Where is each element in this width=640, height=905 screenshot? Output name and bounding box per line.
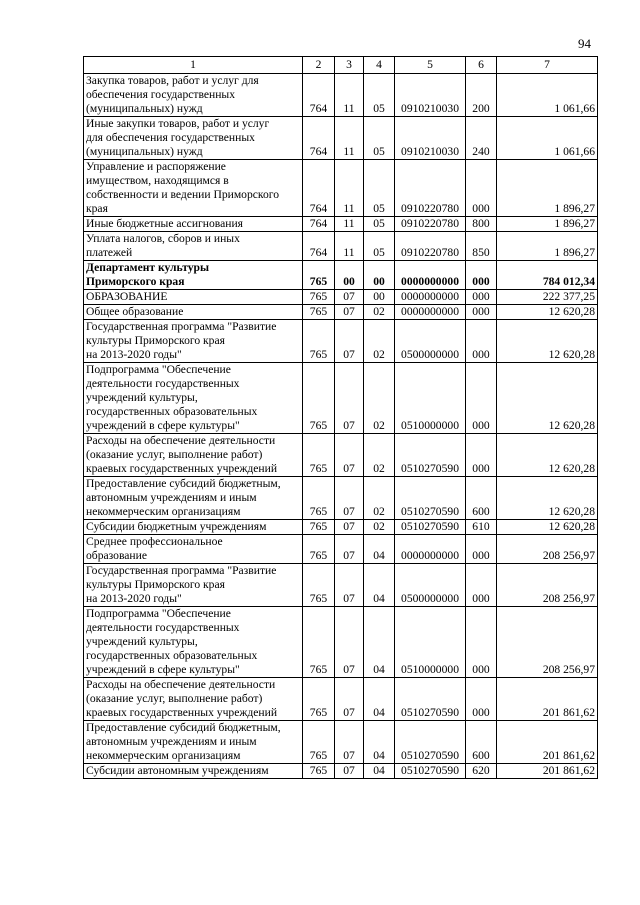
ministry-code-cell: 764 [303, 160, 335, 217]
subsection-code-cell: 02 [364, 320, 395, 363]
subsection-code-cell: 05 [364, 117, 395, 160]
amount-cell: 12 620,28 [497, 434, 598, 477]
section-code-cell: 07 [335, 434, 364, 477]
expense-type-cell: 000 [466, 564, 497, 607]
expense-type-cell: 000 [466, 305, 497, 320]
row-name-cell: ОБРАЗОВАНИЕ [84, 290, 303, 305]
expense-type-cell: 000 [466, 261, 497, 290]
table-row [84, 721, 598, 764]
table-row [84, 74, 598, 117]
amount-cell: 12 620,28 [497, 477, 598, 520]
target-article-cell: 0510270590 [395, 721, 466, 764]
section-code-cell: 07 [335, 305, 364, 320]
row-name-cell: Общее образование [84, 305, 303, 320]
section-code-cell: 07 [335, 607, 364, 678]
ministry-code-cell: 765 [303, 363, 335, 434]
subsection-code-cell: 00 [364, 261, 395, 290]
target-article-cell: 0000000000 [395, 290, 466, 305]
ministry-code-cell: 764 [303, 232, 335, 261]
amount-cell: 1 896,27 [497, 160, 598, 217]
subsection-code-cell: 05 [364, 232, 395, 261]
amount-cell: 208 256,97 [497, 564, 598, 607]
row-name-cell: Иные бюджетные ассигнования [84, 217, 303, 232]
row-name-cell: Подпрограмма "Обеспечение деятельности государственных учреждений культуры, государственных образовательных учреждений в сфере культуры" [84, 607, 303, 678]
column-header: 6 [466, 57, 497, 74]
table-row [84, 678, 598, 721]
column-header: 4 [364, 57, 395, 74]
expense-type-cell: 200 [466, 74, 497, 117]
amount-cell: 12 620,28 [497, 320, 598, 363]
table-row [84, 434, 598, 477]
ministry-code-cell: 764 [303, 217, 335, 232]
expense-type-cell: 800 [466, 217, 497, 232]
subsection-code-cell: 02 [364, 434, 395, 477]
ministry-code-cell: 765 [303, 520, 335, 535]
amount-cell: 222 377,25 [497, 290, 598, 305]
subsection-code-cell: 05 [364, 217, 395, 232]
column-header: 3 [335, 57, 364, 74]
expense-type-cell: 000 [466, 607, 497, 678]
amount-cell: 201 861,62 [497, 721, 598, 764]
target-article-cell: 0910220780 [395, 232, 466, 261]
subsection-code-cell: 02 [364, 305, 395, 320]
target-article-cell: 0510000000 [395, 607, 466, 678]
ministry-code-cell: 764 [303, 74, 335, 117]
amount-cell: 12 620,28 [497, 305, 598, 320]
row-name-cell: Предоставление субсидий бюджетным, автономным учреждениям и иным некоммерческим организациям [84, 721, 303, 764]
table-row [84, 232, 598, 261]
subsection-code-cell: 04 [364, 564, 395, 607]
target-article-cell: 0910220780 [395, 217, 466, 232]
section-code-cell: 07 [335, 290, 364, 305]
target-article-cell: 0000000000 [395, 305, 466, 320]
amount-cell: 1 061,66 [497, 117, 598, 160]
amount-cell: 201 861,62 [497, 678, 598, 721]
row-name-cell: Предоставление субсидий бюджетным, автономным учреждениям и иным некоммерческим организациям [84, 477, 303, 520]
row-name-cell: Расходы на обеспечение деятельности (оказание услуг, выполнение работ) краевых государственных учреждений [84, 678, 303, 721]
amount-cell: 208 256,97 [497, 607, 598, 678]
section-code-cell: 07 [335, 678, 364, 721]
amount-cell: 12 620,28 [497, 520, 598, 535]
ministry-code-cell: 765 [303, 678, 335, 721]
table-row [84, 320, 598, 363]
ministry-code-cell: 765 [303, 320, 335, 363]
row-name-cell: Департамент культуры Приморского края [84, 261, 303, 290]
table-row [84, 535, 598, 564]
target-article-cell: 0510270590 [395, 520, 466, 535]
row-name-cell: Субсидии автономным учреждениям [84, 764, 303, 779]
table-row [84, 477, 598, 520]
table-row [84, 305, 598, 320]
ministry-code-cell: 764 [303, 117, 335, 160]
ministry-code-cell: 765 [303, 261, 335, 290]
table-row [84, 261, 598, 290]
subsection-code-cell: 04 [364, 535, 395, 564]
target-article-cell: 0000000000 [395, 261, 466, 290]
column-header: 7 [497, 57, 598, 74]
amount-cell: 201 861,62 [497, 764, 598, 779]
column-header: 5 [395, 57, 466, 74]
target-article-cell: 0910210030 [395, 117, 466, 160]
target-article-cell: 0910210030 [395, 74, 466, 117]
row-name-cell: Государственная программа "Развитие культуры Приморского края на 2013-2020 годы" [84, 320, 303, 363]
table-row [84, 160, 598, 217]
row-name-cell: Закупка товаров, работ и услуг для обеспечения государственных (муниципальных) нужд [84, 74, 303, 117]
row-name-cell: Уплата налогов, сборов и иных платежей [84, 232, 303, 261]
subsection-code-cell: 04 [364, 721, 395, 764]
ministry-code-cell: 765 [303, 477, 335, 520]
subsection-code-cell: 05 [364, 74, 395, 117]
subsection-code-cell: 04 [364, 678, 395, 721]
expense-type-cell: 000 [466, 434, 497, 477]
ministry-code-cell: 765 [303, 305, 335, 320]
expense-type-cell: 000 [466, 290, 497, 305]
target-article-cell: 0500000000 [395, 320, 466, 363]
column-header: 2 [303, 57, 335, 74]
target-article-cell: 0510270590 [395, 434, 466, 477]
amount-cell: 784 012,34 [497, 261, 598, 290]
section-code-cell: 07 [335, 764, 364, 779]
section-code-cell: 00 [335, 261, 364, 290]
ministry-code-cell: 765 [303, 607, 335, 678]
ministry-code-cell: 765 [303, 764, 335, 779]
ministry-code-cell: 765 [303, 535, 335, 564]
amount-cell: 1 896,27 [497, 232, 598, 261]
expense-type-cell: 610 [466, 520, 497, 535]
ministry-code-cell: 765 [303, 564, 335, 607]
section-code-cell: 07 [335, 535, 364, 564]
table-row [84, 607, 598, 678]
target-article-cell: 0510000000 [395, 363, 466, 434]
row-name-cell: Подпрограмма "Обеспечение деятельности государственных учреждений культуры, государственных образовательных учреждений в сфере культуры" [84, 363, 303, 434]
target-article-cell: 0000000000 [395, 535, 466, 564]
row-name-cell: Государственная программа "Развитие культуры Приморского края на 2013-2020 годы" [84, 564, 303, 607]
expense-type-cell: 620 [466, 764, 497, 779]
row-name-cell: Расходы на обеспечение деятельности (оказание услуг, выполнение работ) краевых государственных учреждений [84, 434, 303, 477]
table-row [84, 363, 598, 434]
section-code-cell: 07 [335, 320, 364, 363]
section-code-cell: 07 [335, 477, 364, 520]
table-row [84, 117, 598, 160]
subsection-code-cell: 04 [364, 764, 395, 779]
expense-type-cell: 000 [466, 535, 497, 564]
section-code-cell: 11 [335, 217, 364, 232]
expense-type-cell: 000 [466, 678, 497, 721]
section-code-cell: 11 [335, 232, 364, 261]
target-article-cell: 0500000000 [395, 564, 466, 607]
subsection-code-cell: 05 [364, 160, 395, 217]
header-row [84, 57, 598, 74]
row-name-cell: Субсидии бюджетным учреждениям [84, 520, 303, 535]
table-row [84, 217, 598, 232]
row-name-cell: Среднее профессиональное образование [84, 535, 303, 564]
ministry-code-cell: 765 [303, 434, 335, 477]
section-code-cell: 07 [335, 363, 364, 434]
ministry-code-cell: 765 [303, 721, 335, 764]
expense-type-cell: 000 [466, 363, 497, 434]
amount-cell: 12 620,28 [497, 363, 598, 434]
subsection-code-cell: 04 [364, 607, 395, 678]
expense-type-cell: 000 [466, 320, 497, 363]
expense-type-cell: 000 [466, 160, 497, 217]
section-code-cell: 07 [335, 520, 364, 535]
row-name-cell: Управление и распоряжение имуществом, находящимся в собственности и ведении Приморского края [84, 160, 303, 217]
amount-cell: 1 061,66 [497, 74, 598, 117]
expense-type-cell: 600 [466, 477, 497, 520]
table-row [84, 290, 598, 305]
section-code-cell: 07 [335, 564, 364, 607]
expense-type-cell: 600 [466, 721, 497, 764]
amount-cell: 208 256,97 [497, 535, 598, 564]
expense-type-cell: 850 [466, 232, 497, 261]
target-article-cell: 0510270590 [395, 764, 466, 779]
table-row [84, 764, 598, 779]
subsection-code-cell: 02 [364, 363, 395, 434]
target-article-cell: 0910220780 [395, 160, 466, 217]
page-number: 94 [578, 36, 591, 51]
target-article-cell: 0510270590 [395, 678, 466, 721]
target-article-cell: 0510270590 [395, 477, 466, 520]
ministry-code-cell: 765 [303, 290, 335, 305]
subsection-code-cell: 02 [364, 477, 395, 520]
row-name-cell: Иные закупки товаров, работ и услуг для обеспечения государственных (муниципальных) нужд [84, 117, 303, 160]
amount-cell: 1 896,27 [497, 217, 598, 232]
table-row [84, 520, 598, 535]
table-row [84, 564, 598, 607]
section-code-cell: 11 [335, 117, 364, 160]
subsection-code-cell: 00 [364, 290, 395, 305]
section-code-cell: 07 [335, 721, 364, 764]
budget-table [83, 56, 598, 779]
section-code-cell: 11 [335, 74, 364, 117]
subsection-code-cell: 02 [364, 520, 395, 535]
column-header: 1 [84, 57, 303, 74]
section-code-cell: 11 [335, 160, 364, 217]
expense-type-cell: 240 [466, 117, 497, 160]
